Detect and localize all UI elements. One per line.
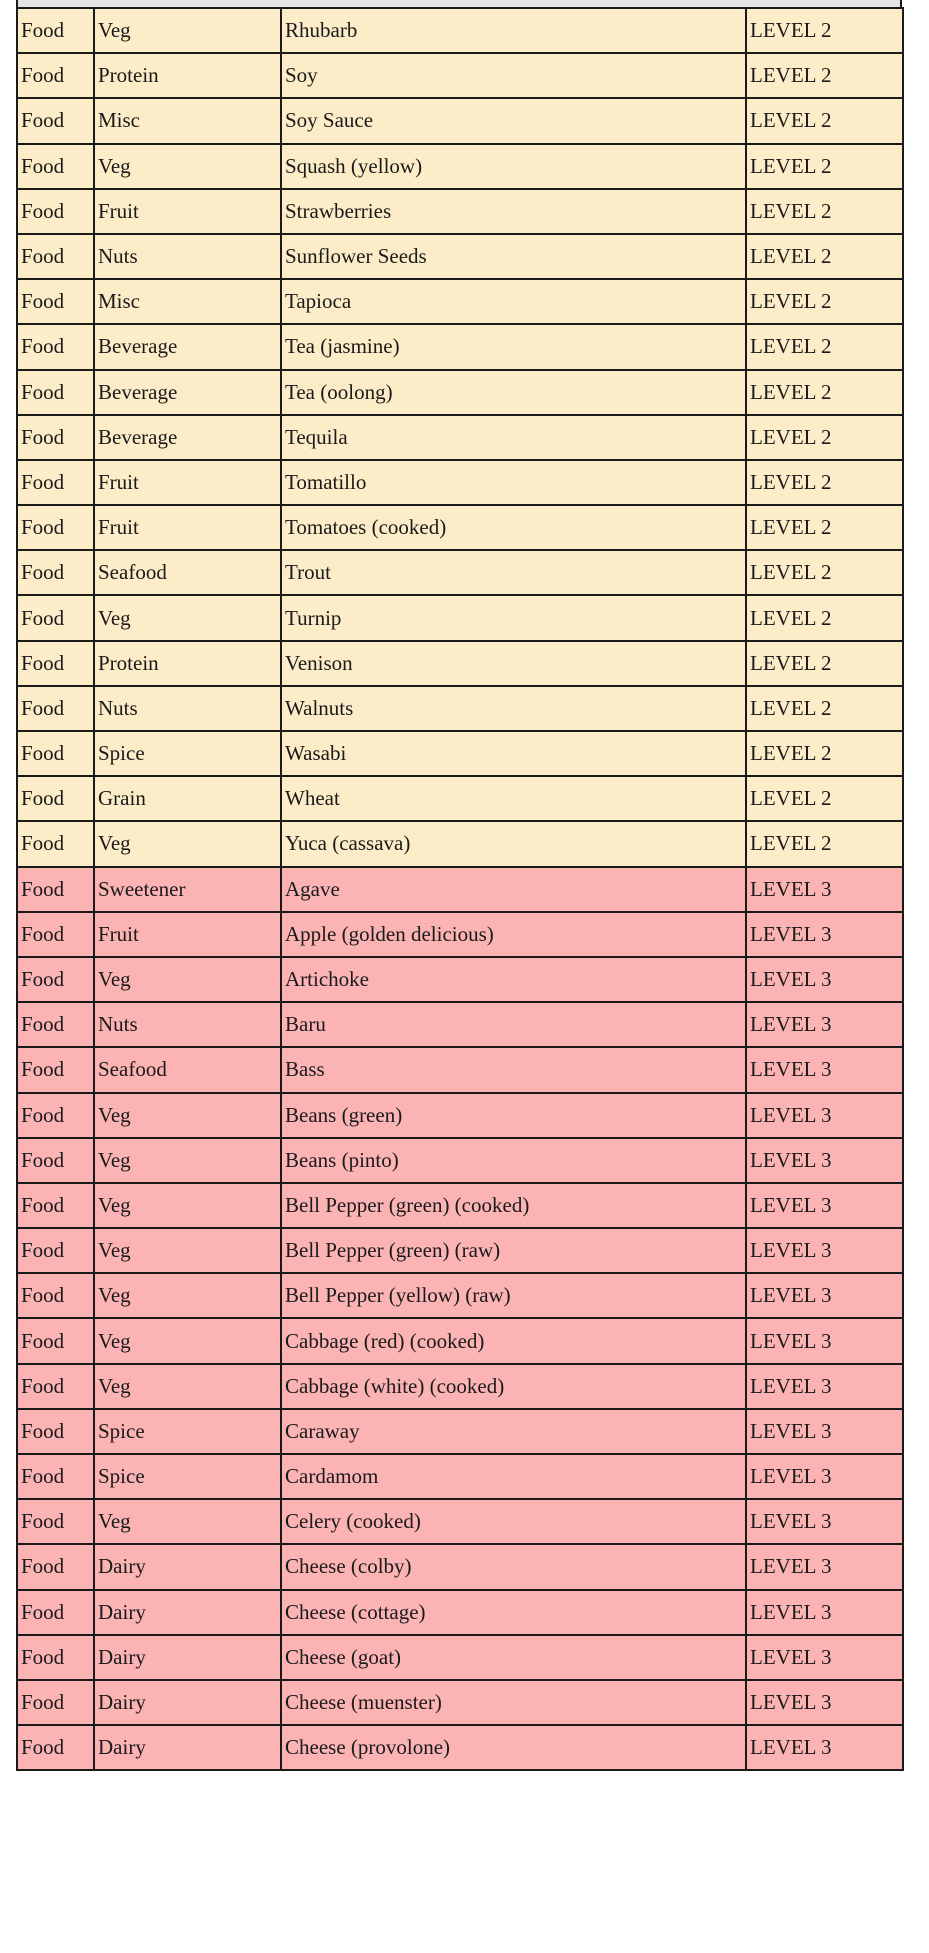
cell-item: Caraway — [281, 1409, 746, 1454]
table-body — [17, 8, 903, 1770]
cell-level: LEVEL 2 — [746, 370, 903, 415]
cell-item: Beans (pinto) — [281, 1138, 746, 1183]
cell-type: Food — [17, 1590, 94, 1635]
cell-category: Dairy — [94, 1544, 281, 1589]
cell-level: LEVEL 3 — [746, 1409, 903, 1454]
cell-level: LEVEL 3 — [746, 1047, 903, 1092]
cell-category: Veg — [94, 1364, 281, 1409]
cell-type: Food — [17, 957, 94, 1002]
cell-item: Baru — [281, 1002, 746, 1047]
cell-category: Spice — [94, 1454, 281, 1499]
cell-category: Beverage — [94, 415, 281, 460]
cell-level: LEVEL 2 — [746, 641, 903, 686]
cell-item: Soy — [281, 53, 746, 98]
cell-category: Fruit — [94, 189, 281, 234]
cell-item: Bell Pepper (green) (raw) — [281, 1228, 746, 1273]
cell-item: Tapioca — [281, 279, 746, 324]
cell-type: Food — [17, 1409, 94, 1454]
cell-type: Food — [17, 1318, 94, 1363]
cell-type: Food — [17, 415, 94, 460]
table-row — [17, 1138, 903, 1183]
cell-level: LEVEL 3 — [746, 912, 903, 957]
table-row — [17, 1499, 903, 1544]
cell-level: LEVEL 2 — [746, 505, 903, 550]
cell-type: Food — [17, 595, 94, 640]
cell-item: Turnip — [281, 595, 746, 640]
cell-level: LEVEL 2 — [746, 8, 903, 53]
table-row — [17, 1635, 903, 1680]
cell-type: Food — [17, 641, 94, 686]
table-row — [17, 324, 903, 369]
cell-level: LEVEL 3 — [746, 1499, 903, 1544]
cell-type: Food — [17, 867, 94, 912]
cell-item: Tequila — [281, 415, 746, 460]
cell-item: Cheese (goat) — [281, 1635, 746, 1680]
cell-type: Food — [17, 550, 94, 595]
cell-item: Cheese (colby) — [281, 1544, 746, 1589]
cell-item: Cabbage (white) (cooked) — [281, 1364, 746, 1409]
table-row — [17, 234, 903, 279]
table-row — [17, 189, 903, 234]
cell-level: LEVEL 2 — [746, 189, 903, 234]
table-row — [17, 550, 903, 595]
cell-category: Veg — [94, 8, 281, 53]
cell-category: Veg — [94, 1093, 281, 1138]
cell-type: Food — [17, 98, 94, 143]
cell-type: Food — [17, 1138, 94, 1183]
cell-item: Agave — [281, 867, 746, 912]
cell-category: Grain — [94, 776, 281, 821]
cell-item: Squash (yellow) — [281, 144, 746, 189]
cell-category: Veg — [94, 595, 281, 640]
cell-level: LEVEL 3 — [746, 1544, 903, 1589]
cell-category: Spice — [94, 1409, 281, 1454]
cell-category: Dairy — [94, 1725, 281, 1770]
table-row — [17, 460, 903, 505]
cell-category: Veg — [94, 1183, 281, 1228]
table-row — [17, 1047, 903, 1092]
table-row — [17, 1590, 903, 1635]
cell-type: Food — [17, 686, 94, 731]
cell-category: Veg — [94, 1228, 281, 1273]
table-row — [17, 8, 903, 53]
cell-item: Yuca (cassava) — [281, 821, 746, 866]
cell-level: LEVEL 2 — [746, 144, 903, 189]
cell-category: Protein — [94, 641, 281, 686]
table-row — [17, 1409, 903, 1454]
cell-item: Cheese (muenster) — [281, 1680, 746, 1725]
cell-item: Cheese (cottage) — [281, 1590, 746, 1635]
cell-category: Spice — [94, 731, 281, 776]
cell-level: LEVEL 3 — [746, 957, 903, 1002]
cell-level: LEVEL 3 — [746, 1725, 903, 1770]
cell-type: Food — [17, 324, 94, 369]
food-level-table — [16, 7, 904, 1771]
cell-level: LEVEL 2 — [746, 686, 903, 731]
table-row — [17, 1725, 903, 1770]
table-row — [17, 1364, 903, 1409]
cell-level: LEVEL 3 — [746, 1635, 903, 1680]
cell-level: LEVEL 3 — [746, 1002, 903, 1047]
cell-category: Fruit — [94, 460, 281, 505]
cell-type: Food — [17, 1273, 94, 1318]
cell-category: Veg — [94, 1318, 281, 1363]
cell-level: LEVEL 2 — [746, 776, 903, 821]
cell-item: Bass — [281, 1047, 746, 1092]
cell-category: Dairy — [94, 1590, 281, 1635]
cell-item: Trout — [281, 550, 746, 595]
cell-level: LEVEL 2 — [746, 821, 903, 866]
table-row — [17, 867, 903, 912]
cell-level: LEVEL 3 — [746, 867, 903, 912]
cell-item: Tea (oolong) — [281, 370, 746, 415]
cell-type: Food — [17, 370, 94, 415]
cell-item: Tomatoes (cooked) — [281, 505, 746, 550]
cell-category: Seafood — [94, 550, 281, 595]
cell-item: Bell Pepper (yellow) (raw) — [281, 1273, 746, 1318]
cell-level: LEVEL 2 — [746, 595, 903, 640]
cell-level: LEVEL 3 — [746, 1138, 903, 1183]
table-row — [17, 912, 903, 957]
cell-category: Nuts — [94, 234, 281, 279]
cell-type: Food — [17, 1093, 94, 1138]
cell-type: Food — [17, 144, 94, 189]
cell-item: Bell Pepper (green) (cooked) — [281, 1183, 746, 1228]
food-level-table-container — [16, 7, 902, 1771]
cell-level: LEVEL 3 — [746, 1680, 903, 1725]
table-row — [17, 1002, 903, 1047]
table-row — [17, 415, 903, 460]
cell-level: LEVEL 3 — [746, 1318, 903, 1363]
cell-type: Food — [17, 279, 94, 324]
table-row — [17, 1183, 903, 1228]
cell-item: Cheese (provolone) — [281, 1725, 746, 1770]
cell-level: LEVEL 2 — [746, 53, 903, 98]
cell-item: Artichoke — [281, 957, 746, 1002]
table-row — [17, 821, 903, 866]
cell-item: Wasabi — [281, 731, 746, 776]
cell-type: Food — [17, 1635, 94, 1680]
cell-type: Food — [17, 1725, 94, 1770]
cell-type: Food — [17, 731, 94, 776]
cell-category: Misc — [94, 279, 281, 324]
table-row — [17, 1273, 903, 1318]
cell-item: Venison — [281, 641, 746, 686]
cell-level: LEVEL 2 — [746, 98, 903, 143]
cell-type: Food — [17, 1544, 94, 1589]
table-row — [17, 686, 903, 731]
cell-category: Veg — [94, 1138, 281, 1183]
cell-type: Food — [17, 1454, 94, 1499]
cell-item: Cabbage (red) (cooked) — [281, 1318, 746, 1363]
cell-level: LEVEL 2 — [746, 415, 903, 460]
cell-type: Food — [17, 776, 94, 821]
cell-category: Sweetener — [94, 867, 281, 912]
cell-type: Food — [17, 1228, 94, 1273]
cell-item: Soy Sauce — [281, 98, 746, 143]
cell-level: LEVEL 2 — [746, 234, 903, 279]
cell-type: Food — [17, 8, 94, 53]
table-top-edge — [16, 0, 902, 7]
table-row — [17, 1228, 903, 1273]
cell-item: Beans (green) — [281, 1093, 746, 1138]
cell-type: Food — [17, 505, 94, 550]
cell-category: Veg — [94, 821, 281, 866]
cell-level: LEVEL 2 — [746, 324, 903, 369]
cell-level: LEVEL 3 — [746, 1590, 903, 1635]
table-row — [17, 957, 903, 1002]
cell-item: Tea (jasmine) — [281, 324, 746, 369]
table-row — [17, 776, 903, 821]
table-row — [17, 1680, 903, 1725]
table-row — [17, 53, 903, 98]
cell-item: Cardamom — [281, 1454, 746, 1499]
table-row — [17, 505, 903, 550]
cell-type: Food — [17, 460, 94, 505]
cell-category: Veg — [94, 1499, 281, 1544]
cell-level: LEVEL 3 — [746, 1183, 903, 1228]
cell-level: LEVEL 2 — [746, 279, 903, 324]
table-row — [17, 1544, 903, 1589]
cell-category: Protein — [94, 53, 281, 98]
table-row — [17, 1318, 903, 1363]
cell-category: Dairy — [94, 1680, 281, 1725]
cell-type: Food — [17, 234, 94, 279]
cell-type: Food — [17, 821, 94, 866]
cell-item: Rhubarb — [281, 8, 746, 53]
cell-level: LEVEL 3 — [746, 1273, 903, 1318]
cell-level: LEVEL 3 — [746, 1228, 903, 1273]
table-row — [17, 595, 903, 640]
table-row — [17, 370, 903, 415]
cell-category: Veg — [94, 144, 281, 189]
cell-item: Strawberries — [281, 189, 746, 234]
cell-item: Wheat — [281, 776, 746, 821]
cell-type: Food — [17, 1499, 94, 1544]
cell-category: Misc — [94, 98, 281, 143]
cell-item: Walnuts — [281, 686, 746, 731]
table-row — [17, 98, 903, 143]
cell-category: Nuts — [94, 1002, 281, 1047]
cell-category: Seafood — [94, 1047, 281, 1092]
cell-type: Food — [17, 1183, 94, 1228]
cell-category: Dairy — [94, 1635, 281, 1680]
table-row — [17, 1454, 903, 1499]
cell-level: LEVEL 3 — [746, 1454, 903, 1499]
cell-level: LEVEL 2 — [746, 731, 903, 776]
table-row — [17, 279, 903, 324]
cell-level: LEVEL 3 — [746, 1364, 903, 1409]
cell-type: Food — [17, 53, 94, 98]
cell-category: Beverage — [94, 370, 281, 415]
cell-level: LEVEL 2 — [746, 460, 903, 505]
cell-category: Veg — [94, 957, 281, 1002]
table-row — [17, 1093, 903, 1138]
cell-category: Fruit — [94, 505, 281, 550]
cell-type: Food — [17, 1364, 94, 1409]
cell-category: Beverage — [94, 324, 281, 369]
cell-type: Food — [17, 189, 94, 234]
cell-category: Fruit — [94, 912, 281, 957]
cell-item: Sunflower Seeds — [281, 234, 746, 279]
cell-type: Food — [17, 1047, 94, 1092]
table-row — [17, 144, 903, 189]
cell-item: Apple (golden delicious) — [281, 912, 746, 957]
cell-item: Celery (cooked) — [281, 1499, 746, 1544]
cell-level: LEVEL 2 — [746, 550, 903, 595]
cell-level: LEVEL 3 — [746, 1093, 903, 1138]
table-row — [17, 641, 903, 686]
table-row — [17, 731, 903, 776]
cell-item: Tomatillo — [281, 460, 746, 505]
cell-type: Food — [17, 1680, 94, 1725]
cell-type: Food — [17, 1002, 94, 1047]
cell-category: Veg — [94, 1273, 281, 1318]
cell-category: Nuts — [94, 686, 281, 731]
cell-type: Food — [17, 912, 94, 957]
